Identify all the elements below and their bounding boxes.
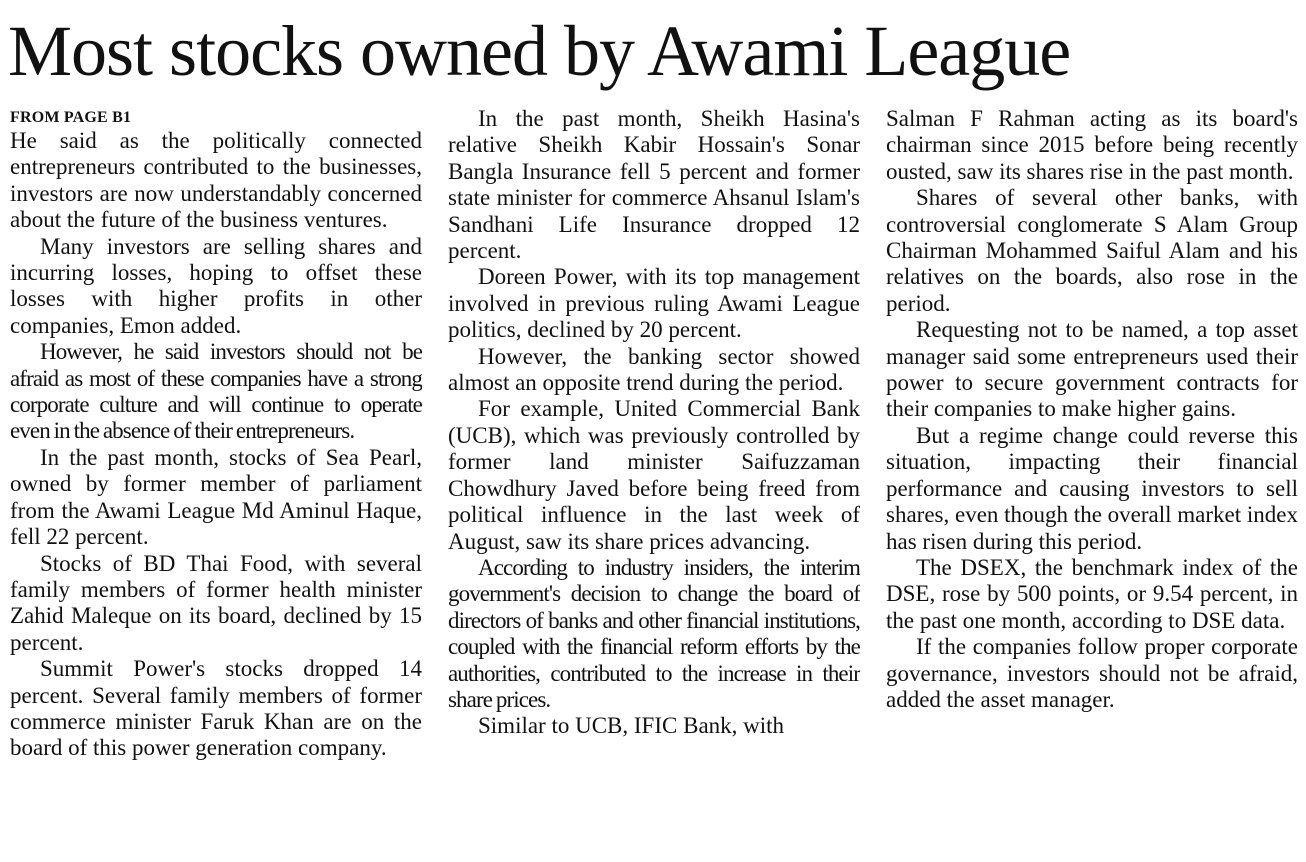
paragraph: Many investors are selling shares and incurring losses, hoping to offset these losses with higher profits in other companies, Emon added. (10, 233, 422, 338)
article-column-2 (448, 106, 860, 856)
paragraph: Summit Power's stocks dropped 14 percent. Several family members of former commerce minister Faruk Khan are on the board of this power generation company. (10, 656, 422, 761)
paragraph: The DSEX, the benchmark index of the DSE, rose by 500 points, or 9.54 percent, in the past one month, according to DSE data. (886, 554, 1298, 633)
paragraph: He said as the politically connected entrepreneurs contributed to the businesses, investors are now understandably concerned about the future of the business ventures. (10, 128, 422, 233)
paragraph: Similar to UCB, IFIC Bank, with (478, 713, 785, 739)
paragraph: For example, United Commercial Bank (UCB), which was previously controlled by former land minister Saifuzzaman Chowdhury Javed before being freed from political influence in the last week of August, saw its share prices advancing. (448, 396, 860, 554)
paragraph: Requesting not to be named, a top asset manager said some entrepreneurs used their power to secure government contracts for their companies to make higher gains. (886, 317, 1298, 422)
article-column-3 (886, 106, 1298, 856)
paragraph: In the past month, Sheikh Hasina's relative Sheikh Kabir Hossain's Sonar Bangla Insurance fell 5 percent and former state minister for commerce Ahsanul Islam's Sandhani Life Insurance dropped 12 percent. (448, 106, 860, 264)
paragraph: But a regime change could reverse this situation, impacting their financial performance and causing investors to sell shares, even though the overall market index has risen during this period. (886, 422, 1298, 554)
paragraph: Doreen Power, with its top management involved in previous ruling Awami League politics, declined by 20 percent. (448, 264, 860, 343)
headline: Most stocks owned by Awami League (8, 11, 1071, 91)
kicker-from-page: FROM PAGE B1 (10, 109, 132, 126)
paragraph: Shares of several other banks, with controversial conglomerate S Alam Group Chairman Mohammed Saiful Alam and his relatives on the boards, also rose in the period. (886, 185, 1298, 316)
paragraph: If the companies follow proper corporate governance, investors should not be afraid, added the asset manager. (886, 634, 1298, 712)
paragraph: However, he said investors should not be afraid as most of these companies have a strong corporate culture and will continue to operate even in the absence of their entrepreneurs. (10, 339, 422, 444)
paragraph: However, the banking sector showed almost an opposite trend during the period. (448, 343, 860, 396)
paragraph: In the past month, stocks of Sea Pearl, owned by former member of parliament from the Awami League Md Aminul Haque, fell 22 percent. (10, 444, 422, 550)
article-column-1 (10, 106, 422, 856)
paragraph: According to industry insiders, the interim government's decision to change the board of directors of banks and other financial institutions, coupled with the financial reform efforts by the authorities, contributed to the increase in their share prices. (448, 554, 860, 712)
paragraph: Salman F Rahman acting as its board's chairman since 2015 before being recently ousted, saw its shares rise in the past month. (886, 106, 1298, 184)
paragraph: Stocks of BD Thai Food, with several family members of former health minister Zahid Maleque on its board, declined by 15 percent. (10, 550, 422, 655)
